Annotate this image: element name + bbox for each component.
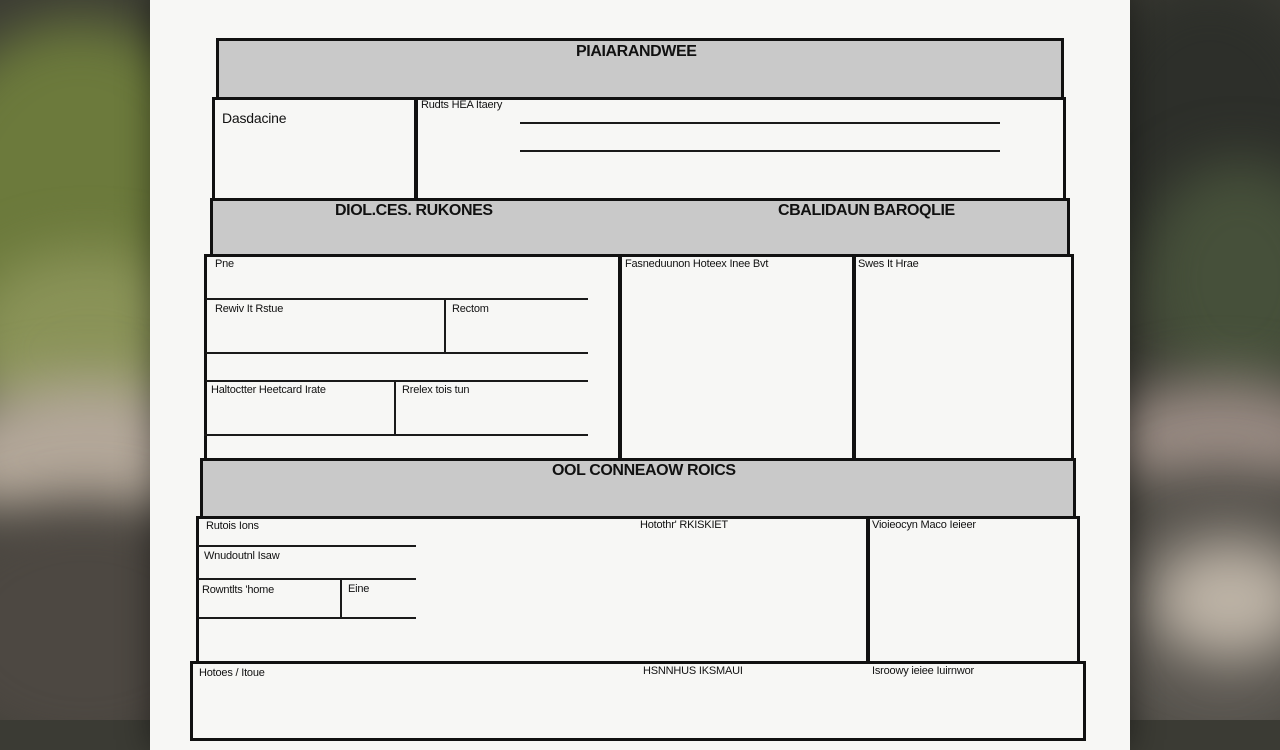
field-label-isroowy: Isroowy ieiee Iuirnwor — [872, 665, 974, 677]
entry-line[interactable] — [198, 617, 416, 619]
entry-line[interactable] — [204, 434, 588, 436]
field-label-fasneduunon: Fasneduunon Hoteex Inee Bvt — [625, 258, 769, 270]
field-label-vioieocyn: Vioieocyn Maco Ieieer — [872, 519, 976, 531]
field-label-hotoes: Hotoes / Itoue — [199, 667, 265, 679]
field-label-rrelex: Rrelex tois tun — [402, 384, 470, 396]
section2-right-box — [866, 516, 1080, 664]
entry-line[interactable] — [520, 150, 1000, 152]
section1-left-box — [204, 254, 622, 461]
entry-line[interactable] — [198, 545, 416, 547]
field-label-hsnnhus: HSNNHUS IKSMAUI — [643, 665, 743, 677]
field-label-rutois: Rutois Ions — [206, 520, 259, 532]
entry-line[interactable] — [520, 122, 1000, 124]
field-label-pne: Pne — [215, 258, 234, 270]
field-label-rectom: Rectom — [452, 303, 489, 315]
field-divider — [394, 381, 396, 435]
field-divider — [206, 298, 588, 300]
field-label-rowntlts: Rowntlts 'home — [202, 584, 275, 596]
section2-left-box — [196, 516, 870, 664]
top-left-label: Dasdacine — [222, 110, 287, 126]
section1-right-heading: CBALIDAUN BAROQLIE — [778, 202, 955, 219]
field-label-rewiv: Rewiv It Rstue — [215, 303, 284, 315]
section1-left-heading: DIOL.CES. RUKONES — [335, 202, 493, 219]
top-right-box — [414, 97, 1066, 201]
entry-line[interactable] — [206, 352, 588, 354]
top-right-label: Rudts HEA Itaery — [421, 99, 503, 111]
field-divider — [444, 299, 446, 353]
field-divider — [206, 380, 588, 382]
field-divider — [340, 579, 342, 619]
section2-heading: OOL CONNEAOW ROICS — [552, 462, 736, 479]
form-title: PIAIARANDWEE — [576, 43, 697, 60]
field-label-swes-it: Swes It Hrae — [858, 258, 919, 270]
field-label-wnudoutnl: Wnudoutnl Isaw — [204, 550, 280, 562]
field-divider — [198, 578, 416, 580]
field-label-haltoctter: Haltoctter Heetcard Irate — [211, 384, 326, 396]
field-label-eine: Eine — [348, 583, 370, 595]
section1-right-box — [852, 254, 1074, 461]
section1-middle-box — [618, 254, 856, 461]
field-label-hotothr: Hotothr' RKISKIET — [640, 519, 728, 531]
